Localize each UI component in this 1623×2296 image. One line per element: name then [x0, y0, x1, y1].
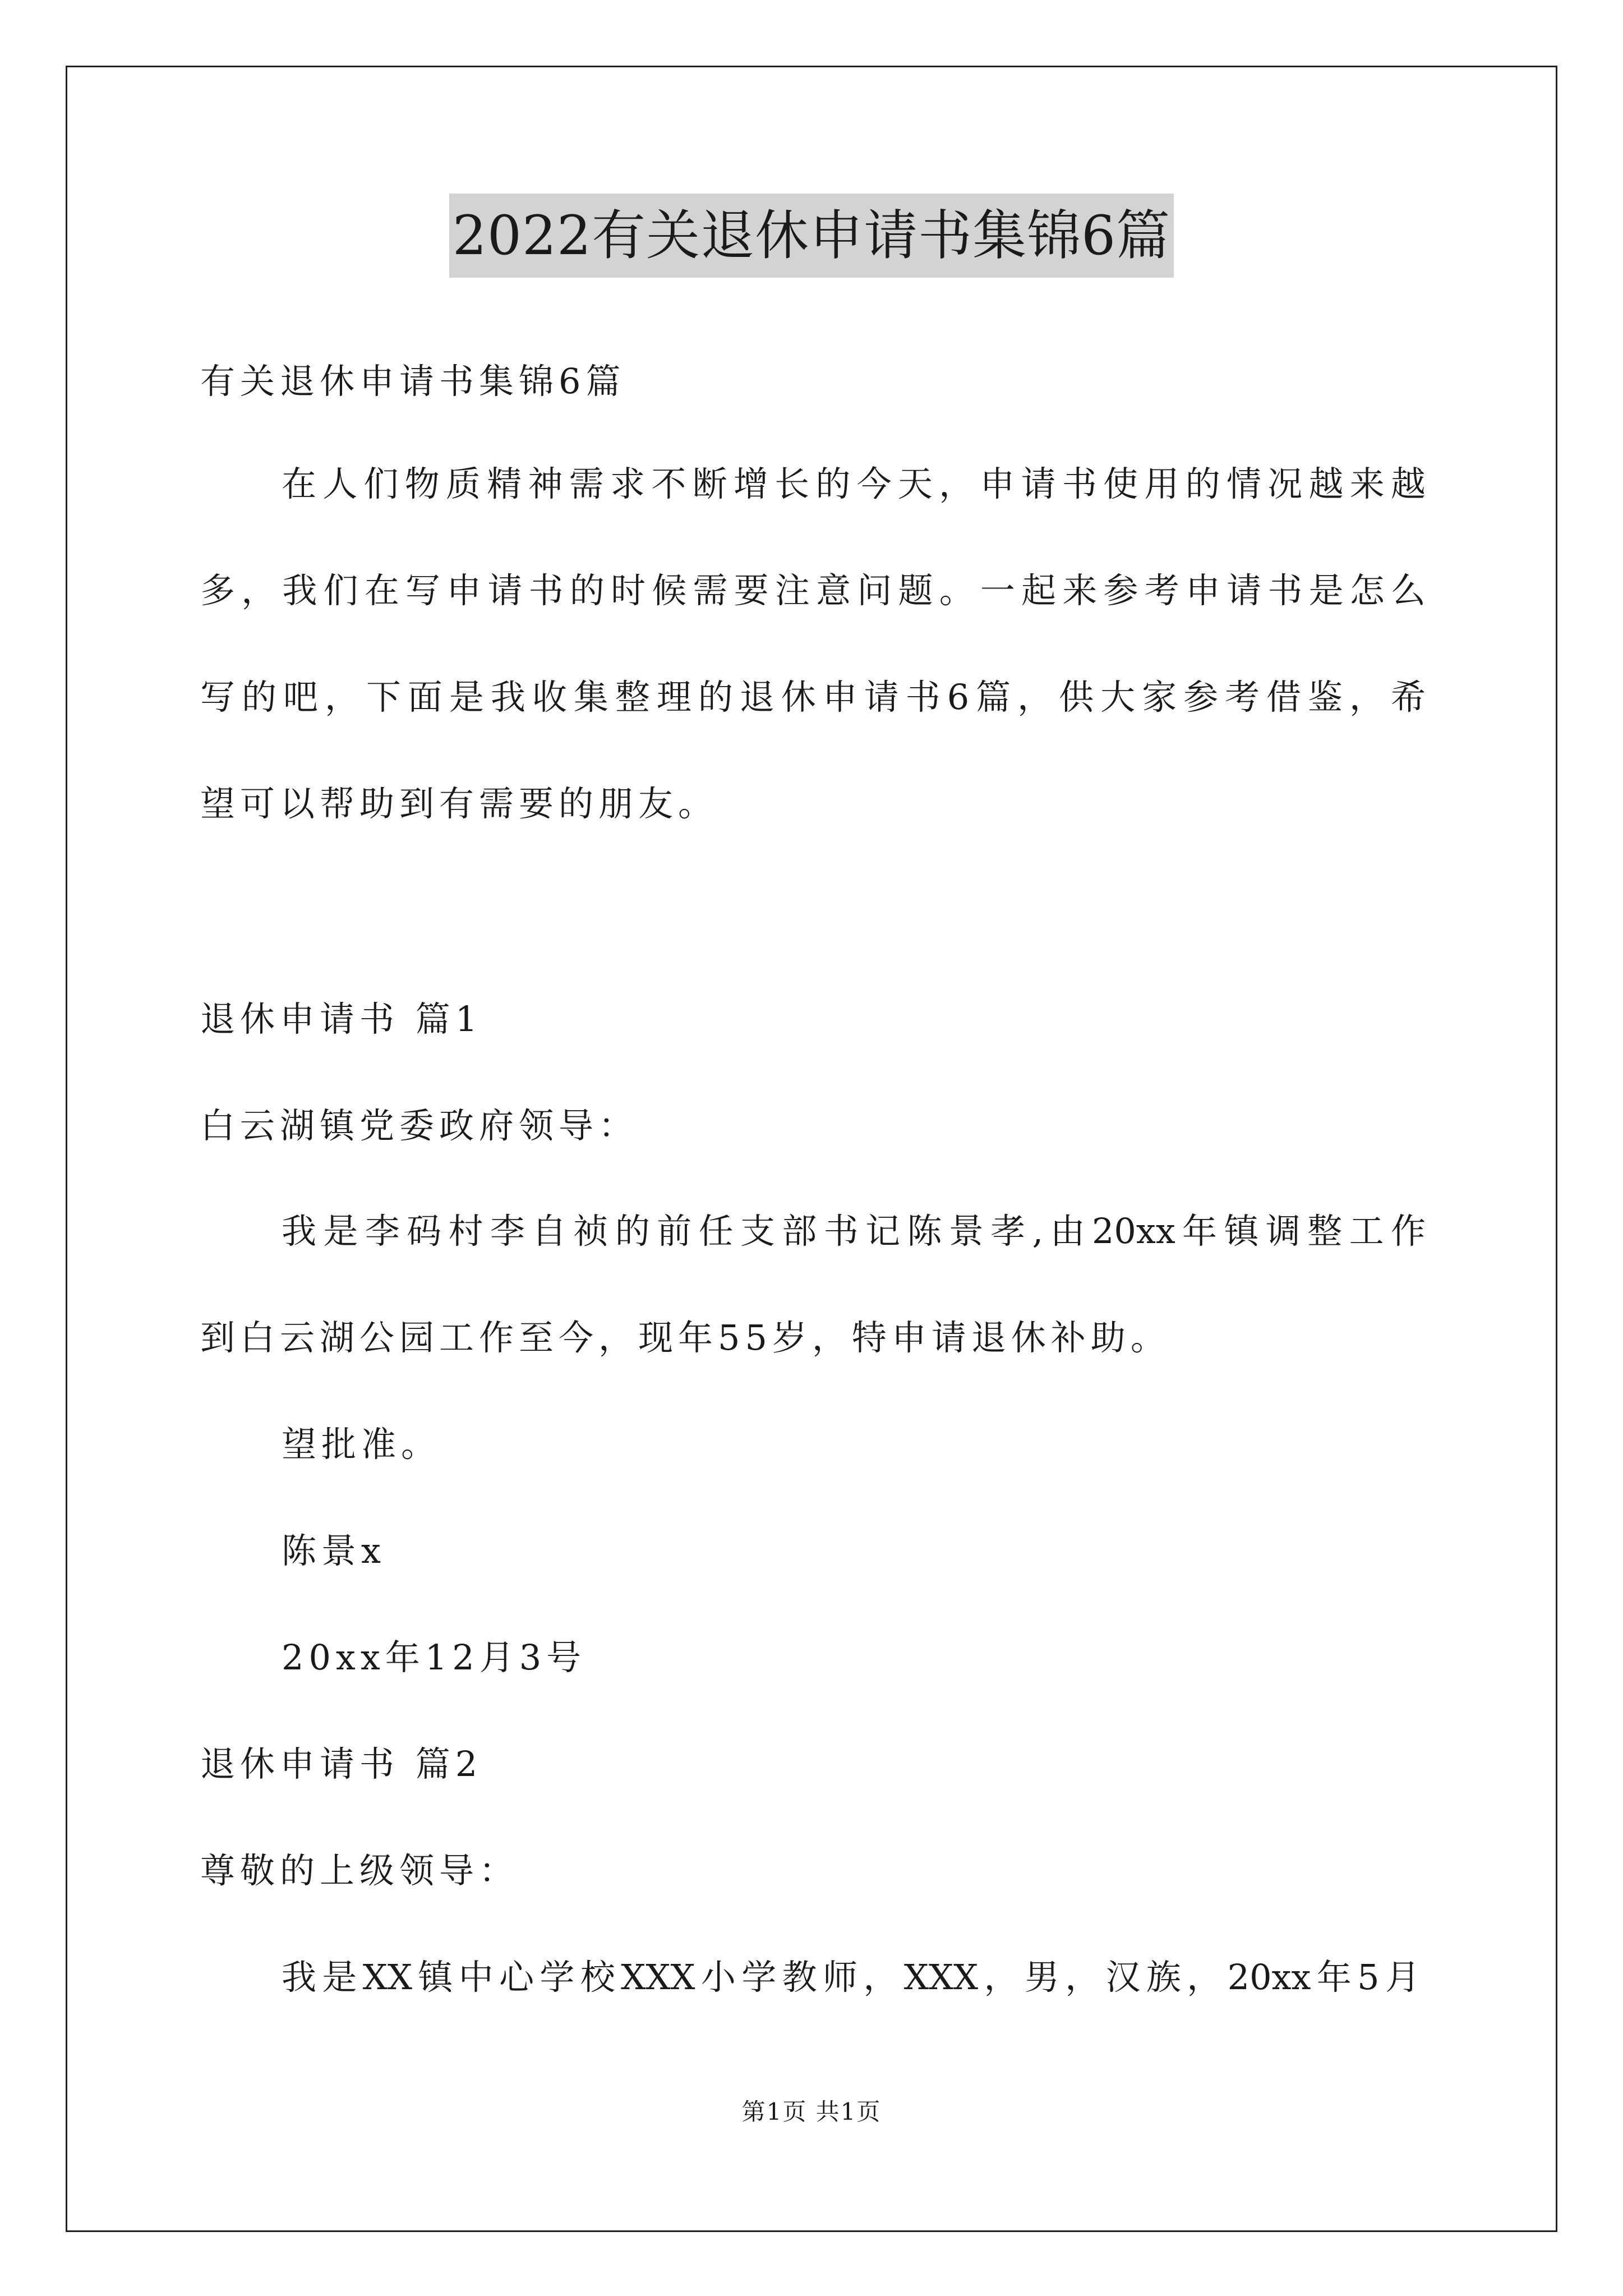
document-subtitle: 有关退休申请书集锦6篇: [200, 361, 626, 402]
section-1-salutation: 白云湖镇党委政府领导：: [200, 1105, 639, 1146]
document-title: 2022有关退休申请书集锦6篇: [449, 194, 1174, 278]
intro-line-1: 在人们物质精神需求不断增长的今天，申请书使用的情况越来越: [282, 463, 1426, 504]
section-1-body-line-1: 我是李码村李自祯的前任支部书记陈景孝,由20xx年镇调整工作: [282, 1211, 1426, 1251]
intro-line-4: 望可以帮助到有需要的朋友。: [200, 783, 718, 824]
section-2-body-line-1: 我是XX镇中心学校XXX小学教师，XXX，男，汉族，20xx年5月: [282, 1957, 1420, 1998]
section-1-closing: 望批准。: [282, 1424, 441, 1465]
section-1-heading: 退休申请书 篇1: [200, 999, 483, 1039]
section-1-body-line-2: 到白云湖公园工作至今，现年55岁，特申请退休补助。: [200, 1317, 1170, 1358]
section-2-salutation: 尊敬的上级领导：: [200, 1850, 519, 1891]
title-container: [0, 194, 1623, 278]
intro-line-3: 写的吧，下面是我收集整理的退休申请书6篇，供大家参考借鉴，希: [200, 677, 1426, 717]
section-2-heading: 退休申请书 篇2: [200, 1743, 483, 1784]
intro-line-2: 多，我们在写申请书的时候需要注意问题。一起来参考申请书是怎么: [200, 570, 1426, 611]
page-footer: 第1页 共1页: [741, 2098, 882, 2125]
section-1-signature: 陈景x: [282, 1530, 386, 1571]
section-1-date: 20xx年12月3号: [282, 1637, 587, 1678]
